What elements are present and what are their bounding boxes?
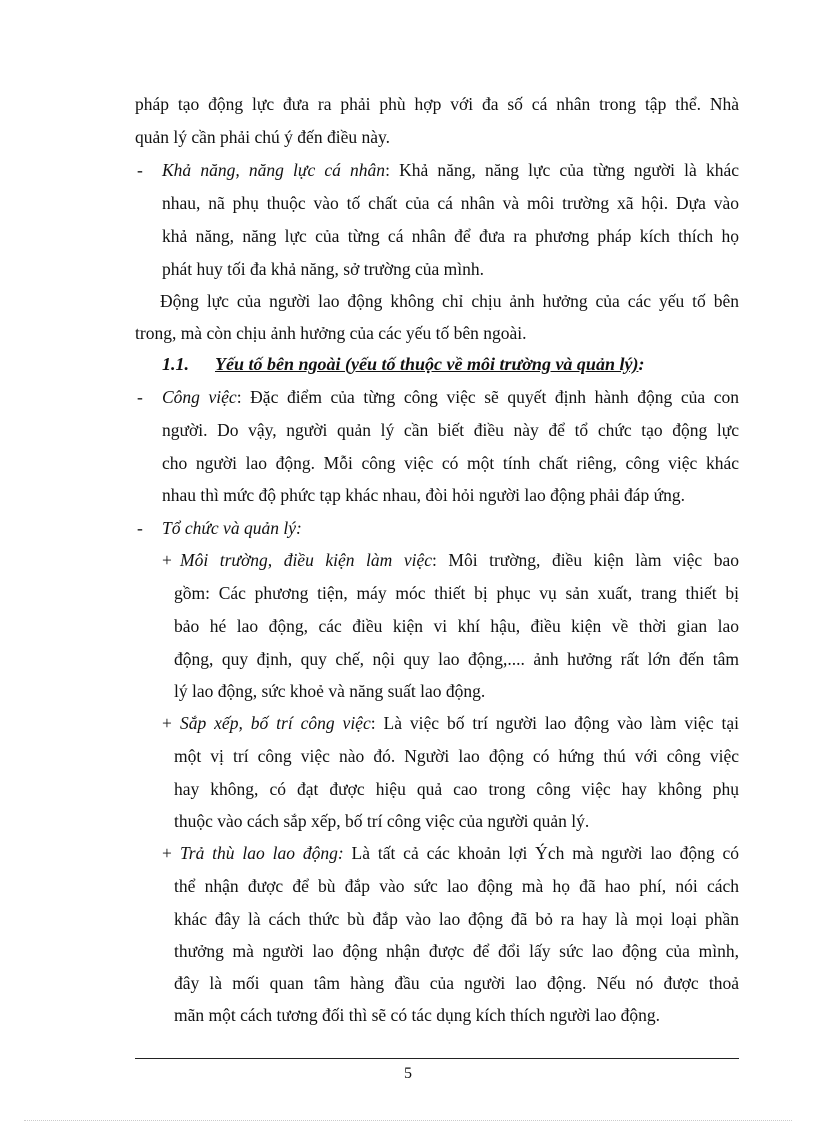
bullet-line: nhau thì mức độ phức tạp khác nhau, đòi hỏi người lao động phải đáp ứng. <box>162 485 686 505</box>
bullet-text: : Đặc điểm của từng công việc sẽ quyết định hành động của con <box>236 387 739 407</box>
sub-bullet-plus: + <box>162 550 172 570</box>
page-number: 5 <box>404 1065 412 1082</box>
section-heading <box>215 352 644 376</box>
bullet-line: cho người lao động. Mỗi công việc có một tính chất riêng, công việc khác <box>162 453 739 473</box>
footer-divider <box>135 1058 739 1059</box>
bullet-dash: - <box>137 160 143 180</box>
bullet-line: nhau, nã phụ thuộc vào tố chất của cá nhân và môi trường xã hội. Dựa vào <box>162 193 739 213</box>
page-edge-divider <box>24 1120 792 1121</box>
sub-bullet-plus: + <box>162 713 172 733</box>
section-number: 1.1. <box>162 354 189 374</box>
sub-bullet-line: đây là mối quan tâm hàng đầu của người lao động. Nếu nó được thoả <box>174 973 739 993</box>
bullet-term: Tổ chức và quản lý: <box>162 518 302 538</box>
paragraph-line: trong, mà còn chịu ảnh hưởng của các yếu tố bên ngoài. <box>135 323 527 343</box>
sub-bullet-line <box>180 842 739 864</box>
sub-bullet-line: thưởng mà người lao động nhận được để đổi lấy sức lao động của mình, <box>174 941 739 961</box>
sub-bullet-line: mãn một cách tương đối thì sẽ có tác dụng kích thích người lao động. <box>174 1005 661 1025</box>
sub-bullet-text: Là tất cả các khoản lợi Ých mà người lao động có <box>343 843 739 863</box>
sub-bullet-plus: + <box>162 843 172 863</box>
bullet-line <box>162 386 739 408</box>
sub-bullet-line: lý lao động, sức khoẻ và năng suất lao động. <box>174 681 486 701</box>
bullet-term: Khả năng, năng lực cá nhân <box>162 160 386 180</box>
sub-bullet-line: một vị trí công việc nào đó. Người lao động có hứng thú với công việc <box>174 746 739 766</box>
bullet-line: người. Do vậy, người quản lý cần biết điều này để tổ chức tạo động lực <box>162 420 739 440</box>
bullet-line: khả năng, năng lực của từng cá nhân để đưa ra phương pháp kích thích họ <box>162 226 739 246</box>
sub-bullet-line <box>180 549 739 571</box>
sub-bullet-line <box>180 712 739 734</box>
sub-bullet-line: động, quy định, quy chế, nội quy lao động,.... ảnh hưởng rất lớn đến tâm <box>174 649 739 669</box>
bullet-text: : Khả năng, năng lực của từng người là khác <box>385 160 739 180</box>
bullet-term: Công việc <box>162 387 237 407</box>
sub-bullet-term: Sắp xếp, bố trí công việc <box>180 713 371 733</box>
sub-bullet-line: thuộc vào cách sắp xếp, bố trí công việc của người quản lý. <box>174 811 590 831</box>
sub-bullet-term: Môi trường, điều kiện làm việc <box>180 550 432 570</box>
sub-bullet-line: khác đây là cách thức bù đắp vào lao động đã bỏ ra hay là mọi loại phần <box>174 909 739 929</box>
bullet-line <box>162 159 739 181</box>
sub-bullet-text: : Môi trường, điều kiện làm việc bao <box>432 550 739 570</box>
paragraph-line: pháp tạo động lực đưa ra phải phù hợp với đa số cá nhân trong tập thể. Nhà <box>135 94 739 114</box>
section-title: Yếu tố bên ngoài (yếu tố thuộc về môi trường và quản lý) <box>215 354 639 374</box>
bullet-dash: - <box>137 387 143 407</box>
bullet-dash: - <box>137 518 143 538</box>
paragraph-line: Động lực của người lao động không chỉ chịu ảnh hưởng của các yếu tố bên <box>160 291 739 311</box>
sub-bullet-line: bảo hé lao động, các điều kiện vi khí hậu, điều kiện về thời gian lao <box>174 616 739 636</box>
sub-bullet-line: gồm: Các phương tiện, máy móc thiết bị phục vụ sản xuất, trang thiết bị <box>174 583 739 603</box>
sub-bullet-term: Trả thù lao lao động: <box>180 843 344 863</box>
paragraph-line: quản lý cần phải chú ý đến điều này. <box>135 127 390 147</box>
sub-bullet-text: : Là việc bố trí người lao động vào làm việc tại <box>370 713 739 733</box>
section-colon: : <box>638 354 645 374</box>
sub-bullet-line: thể nhận được để bù đắp vào sức lao động mà họ đã hao phí, nói cách <box>174 876 739 896</box>
bullet-line: phát huy tối đa khả năng, sở trường của mình. <box>162 259 485 279</box>
sub-bullet-line: hay không, có đạt được hiệu quả cao trong công việc hay không phụ <box>174 779 739 799</box>
